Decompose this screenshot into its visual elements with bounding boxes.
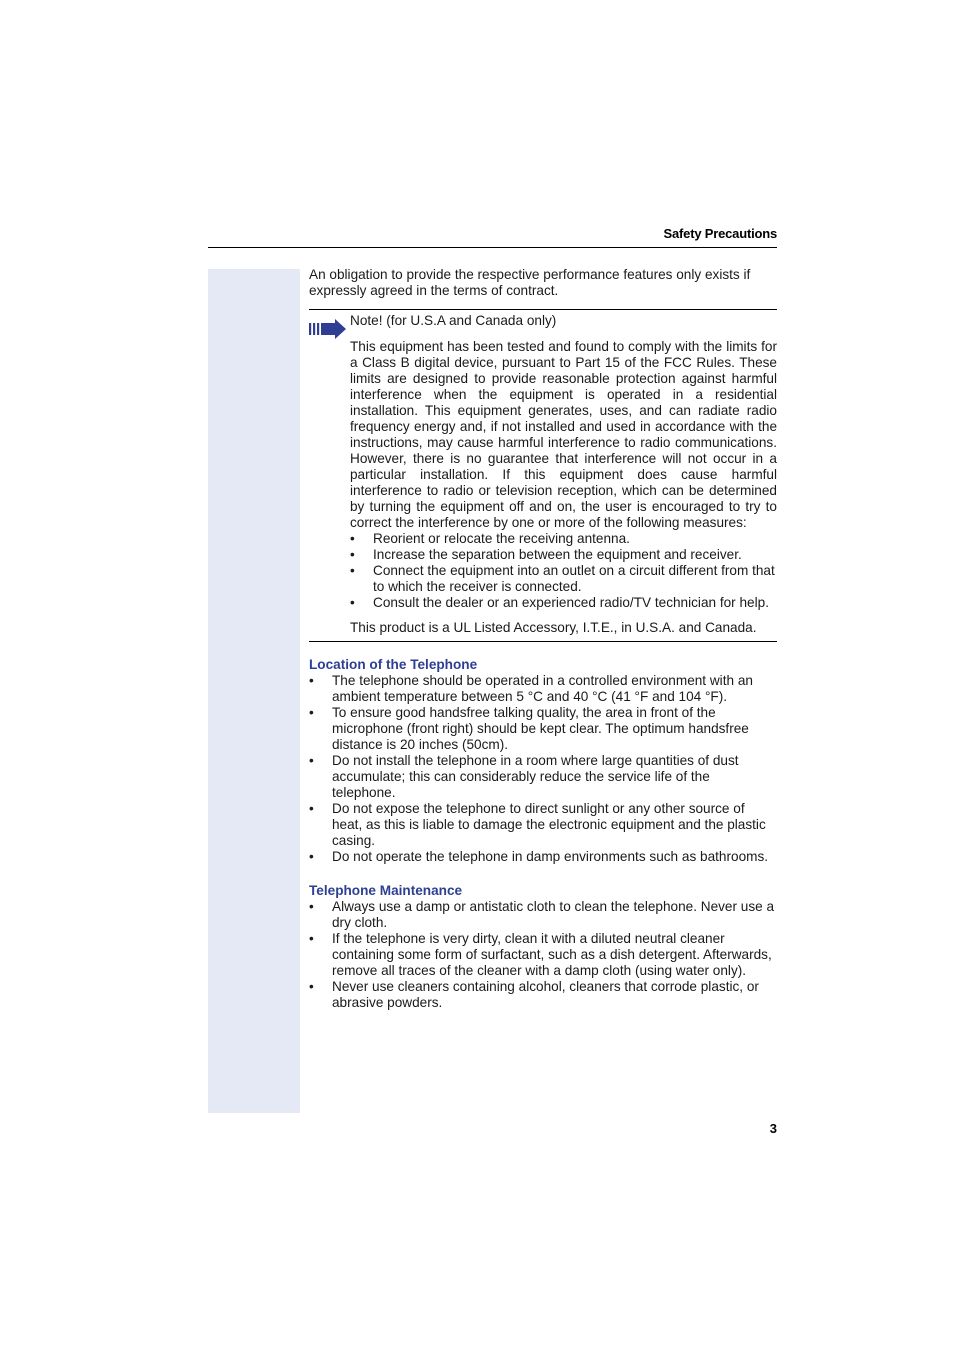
page-content (309, 267, 777, 1011)
maintenance-heading: Telephone Maintenance (309, 883, 463, 898)
header-divider (208, 247, 777, 248)
list-item: • Do not operate the telephone in damp environments such as bathrooms. (309, 849, 777, 865)
list-item: • Reorient or relocate the receiving antenna. (350, 531, 777, 547)
list-item: • Connect the equipment into an outlet on a circuit different from that to which the receiver is connected. (350, 563, 777, 595)
note-body: This equipment has been tested and found to comply with the limits for a Class B digital device, pursuant to Part 15 of the FCC Rules. These limits are designed to provide reasonable protection against harmful interference when the equipment is operated in a residential installation. This equipment generates, uses, and can radiate radio frequency energy and, if not installed and used in accordance with the instructions, may cause harmful interference to radio communications. However, there is no guarantee that interference will not occur in a particular installation. If this equipment does cause harmful interference to radio or television reception, which can be determined by turning the equipment off and on, the user is encouraged to try to correct the interference by one or more of the following measures: (350, 339, 777, 530)
list-item: • Never use cleaners containing alcohol, cleaners that corrode plastic, or abrasive powders. (309, 979, 777, 1011)
section-spacer (309, 865, 777, 883)
location-heading: Location of the Telephone (309, 657, 478, 672)
margin-sidebar (208, 269, 300, 1113)
location-list (309, 673, 777, 865)
maintenance-list (309, 899, 777, 1011)
page-header-title: Safety Precautions (663, 226, 777, 241)
list-item: • If the telephone is very dirty, clean it with a diluted neutral cleaner containing some form of surfactant, such as a dish detergent. Afterwards, remove all traces of the cleaner with a damp cloth (using water only). (309, 931, 777, 979)
page-number: 3 (769, 1121, 777, 1136)
list-item: • Do not install the telephone in a room where large quantities of dust accumulate; this can considerably reduce the service life of the telephone. (309, 753, 777, 801)
note-footer: This product is a UL Listed Accessory, I.T.E., in U.S.A. and Canada. (350, 620, 757, 635)
list-item: • Always use a damp or antistatic cloth to clean the telephone. Never use a dry cloth. (309, 899, 777, 931)
fcc-measures-list (350, 531, 777, 611)
note-title: Note! (for U.S.A and Canada only) (350, 313, 557, 328)
list-item: • To ensure good handsfree talking quality, the area in front of the microphone (front right) should be kept clear. The optimum handsfree distance is 20 inches (50cm). (309, 705, 777, 753)
list-item: • The telephone should be operated in a controlled environment with an ambient temperature between 5 °C and 40 °C (41 °F and 104 °F). (309, 673, 777, 705)
list-item: • Do not expose the telephone to direct sunlight or any other source of heat, as this is liable to damage the electronic equipment and the plastic casing. (309, 801, 777, 849)
list-item: • Increase the separation between the equipment and receiver. (350, 547, 777, 563)
intro-paragraph: An obligation to provide the respective performance features only exists if expressly agreed in the terms of contract. (309, 267, 751, 298)
list-item: • Consult the dealer or an experienced radio/TV technician for help. (350, 595, 777, 611)
note-box (309, 309, 777, 642)
arrow-right-icon (309, 319, 347, 339)
